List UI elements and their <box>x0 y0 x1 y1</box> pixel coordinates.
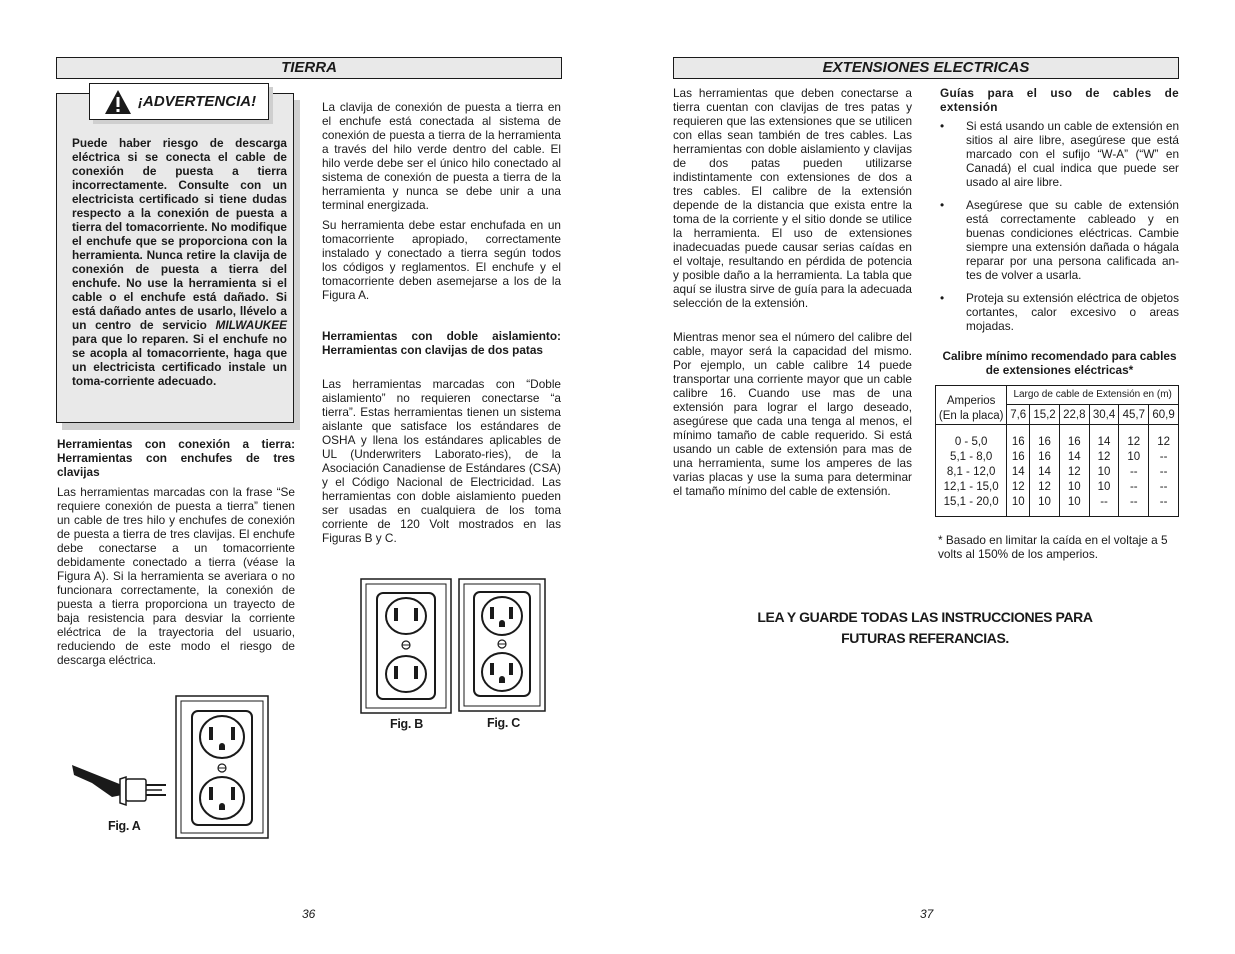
page-number-left: 36 <box>302 907 316 921</box>
table-footnote: * Basado en limitar la caída en el voltaje a 5 volts al 150% de los amperios. <box>938 533 1168 561</box>
warning-title: ¡ADVERTENCIA! <box>138 93 257 110</box>
double-insulation-heading: Herramientas con doble aislamiento: Herramientas con clavijas de dos patas <box>322 329 561 357</box>
gauge-cell: 12 <box>1127 436 1141 448</box>
length-header: 15,2 <box>1030 405 1060 425</box>
gauge-cell: 12 <box>1038 481 1051 493</box>
gauge-cell: 14 <box>1038 466 1051 478</box>
amps-cell: 15,1 - 20,0 <box>943 496 999 508</box>
gauge-cell: 10 <box>1067 481 1081 493</box>
amps-cell: 8,1 - 12,0 <box>946 466 996 478</box>
gauge-table <box>935 385 1179 517</box>
fig-b-two-prong-outlet-illustration <box>360 578 452 714</box>
extension-guide-heading: Guías para el uso de cables de extensión <box>940 86 1179 114</box>
gauge-column-22-8 <box>1059 425 1089 517</box>
gauge-table-body-row <box>936 425 1179 517</box>
extensiones-header: EXTENSIONES ELECTRICAS <box>673 57 1179 79</box>
gauge-column-7-6 <box>1007 425 1030 517</box>
gauge-column-30-4 <box>1089 425 1119 517</box>
gauge-cell: 16 <box>1038 451 1051 463</box>
gauge-cell: 12 <box>1011 481 1025 493</box>
fig-c-label: Fig. C <box>487 716 520 730</box>
fig-a-label: Fig. A <box>108 819 141 833</box>
gauge-cell: -- <box>1129 466 1138 478</box>
tierra-header: TIERRA <box>56 57 562 79</box>
length-header: 7,6 <box>1007 405 1030 425</box>
grounding-pin-text: La clavija de conexión de puesta a tierra en el enchufe está conectada al sistema de conexión de puesta a tierra de la herramienta a través del hilo verde dentro del cable. El hilo verde debe ser el único hilo conectado al sistema de conexión de puesta a tierra de la herramienta y nunca se debe unir a una terminal energizada. <box>322 100 561 212</box>
length-header-cell: Largo de cable de Extensión en (m) <box>1007 386 1179 405</box>
extension-intro-text: Las herramientas que deben conectarse a tierra cuentan con clavijas de tres patas y requieren que las extensiones que se utilicen con ellas sean también de tres cables. Las herramientas con doble aislamiento y clavijas de dos patas pueden utilizarse indistintamente con extensiones de dos a tres cables. El calibre de la extensión depende de la distancia que exista entre la toma de la corriente y el sitio donde se utilice la herramienta. El uso de extensiones inadecuadas puede causar serias caídas en el voltaje, resultando en pérdida de potencia y posible daño a la herramienta. La tabla que aquí se ilustra sirve de guía para la adecuada selección de la extensión. <box>673 86 912 310</box>
gauge-table-caption: Calibre mínimo recomendado para cables de extensiones eléctricas* <box>942 349 1177 377</box>
gauge-cell: -- <box>1129 496 1138 508</box>
page-number-right: 37 <box>920 907 934 921</box>
gauge-cell: 16 <box>1067 436 1081 448</box>
length-header: 22,8 <box>1059 405 1089 425</box>
double-insulation-text: Las herramientas marcadas con “Doble aislamiento” no requieren conectarse “a tierra”. Estas herramientas tienen un sistema aislante que satisface los estándares de OSHA y llena los estándares aplicables de UL (Underwriters Laborato-ries), de la Asociación Canadiense de Estándares (CSA) y el Código Nacional de Electricidad. Las herramientas con doble aislamiento pueden ser usadas en cualquiera de los toma corriente de 120 Volt mostrados en las Figuras B y C. <box>322 377 561 545</box>
gauge-cell: -- <box>1159 481 1168 493</box>
length-header: 30,4 <box>1089 405 1119 425</box>
gauge-cell: -- <box>1159 466 1168 478</box>
fig-a-grounded-outlet-plug-illustration <box>70 693 270 843</box>
gauge-cell: -- <box>1159 496 1168 508</box>
gauge-cell: 16 <box>1038 436 1051 448</box>
gauge-cell: -- <box>1159 451 1168 463</box>
gauge-cell: 16 <box>1011 436 1025 448</box>
read-and-save-line-1: LEA Y GUARDE TODAS LAS INSTRUCCIONES PARA <box>757 609 1093 625</box>
gauge-cell: 10 <box>1067 496 1081 508</box>
gauge-column-60-9 <box>1149 425 1179 517</box>
guide-bullet-3: • Proteja su extensión eléctrica de objetos cortantes, calor excesivo o areas mojadas. <box>938 291 1179 333</box>
amps-header-line-1: Amperios <box>946 395 996 407</box>
gauge-column-45-7 <box>1119 425 1149 517</box>
gauge-cell: -- <box>1129 481 1138 493</box>
warning-text-part2: para que lo reparen. Si el enchufe no se acopla al tomacorriente, haga que un electricista certificado instale un toma-corriente adecuado. <box>72 332 287 388</box>
guide-bullet-2: • Asegúrese que su cable de extensión está correctamente cableado y en buenas condiciones eléctricas. Cambie siempre una extensión dañada o hágala reparar por una persona calificada an-tes de volver a usarla. <box>938 198 1179 282</box>
warning-text-part1: Puede haber riesgo de descarga eléctrica si se conecta el cable de conexión de puesta a tierra incorrectamente. Consulte con un electricista certificado si tiene dudas respecto a la conexión de puesta a tierra del tomacorriente. No modifique el enchufe que se proporciona con la herramienta. Nunca retire la clavija de conexión de puesta a tierra del enchufe. No use la herramienta si el cable o el enchufe está dañado. Si está dañado antes de usarlo, llévelo a un centro de servicio <box>72 136 287 332</box>
warning-title-box <box>89 83 269 120</box>
gauge-cell: 10 <box>1097 466 1111 478</box>
warning-triangle-icon <box>104 89 132 115</box>
amps-column <box>936 425 1007 517</box>
gauge-cell: 12 <box>1157 436 1170 448</box>
gauge-cell: -- <box>1100 496 1108 508</box>
gauge-cell: 12 <box>1067 466 1081 478</box>
fig-c-three-prong-outlet-illustration <box>458 578 546 712</box>
gauge-cell: 10 <box>1097 481 1111 493</box>
amps-header-line-2: (En la placa) <box>938 410 1004 422</box>
gauge-cell: 10 <box>1011 496 1025 508</box>
read-and-save-notice <box>665 607 1185 649</box>
gauge-cell: 12 <box>1097 451 1111 463</box>
length-header: 45,7 <box>1119 405 1149 425</box>
extension-guide-list <box>938 119 1179 342</box>
gauge-explanation-text: Mientras menor sea el número del calibre del cable, mayor será la capacidad del mismo. Por ejemplo, un cable calibre 14 puede transportar una corriente mayor que un cable calibre 16. Cuando use mas de una extensión para lograr el largo deseado, asegúrese que cada una tenga al menos, el mínimo tamaño de cable requerido. Si está usando un cable de extensión para mas de una herramienta, sume los amperes de las varias placas y use la suma para determinar el tamaño mínimo del cable de extensión. <box>673 330 912 498</box>
grounded-text: Las herramientas marcadas con la frase “Se requiere conexión de puesta a tierra” tienen un cable de tres hilo y enchufes de conexión de puesta a tierra de tres clavijas. El enchufe debe conectarse a un tomacorriente debidamente conectado a tierra (véase la Figura A). Si la herramienta se averiara o no funcionara correctamente, la conexión de puesta a tierra proporciona un trayecto de baja resistencia para desviar la corriente eléctrica de la trayectoria del usuario, reduciendo de este modo el riesgo de descarga eléctrica. <box>57 485 295 667</box>
guide-bullet-1: • Si está usando un cable de extensión en sitios al aire libre, asegúrese que está marcado con el sufijo “W-A” (“W” en Canadá) el cual indica que puede ser usado al aire libre. <box>938 119 1179 189</box>
amps-header-cell <box>936 386 1007 425</box>
brand-name: MILWAUKEE <box>215 318 287 332</box>
fig-b-label: Fig. B <box>390 717 423 731</box>
amps-cell: 5,1 - 8,0 <box>950 451 993 463</box>
length-header: 60,9 <box>1149 405 1179 425</box>
amps-cell: 0 - 5,0 <box>954 436 988 448</box>
gauge-cell: 14 <box>1067 451 1081 463</box>
amps-cell: 12,1 - 15,0 <box>943 481 999 493</box>
gauge-column-15-2 <box>1030 425 1060 517</box>
gauge-cell: 14 <box>1011 466 1025 478</box>
warning-text <box>72 136 287 388</box>
grounded-heading: Herramientas con conexión a tierra: Herramientas con enchufes de tres clavijas <box>57 437 295 479</box>
outlet-text: Su herramienta debe estar enchufada en un tomacorriente apropiado, correctamente instalado y conectado a tierra según todos los códigos y reglamentos. El enchufe y el tomacorriente deben asemejarse a los de la Figura A. <box>322 218 561 302</box>
gauge-cell: 14 <box>1097 436 1111 448</box>
gauge-table-header-row-1 <box>936 386 1179 405</box>
read-and-save-line-2: FUTURAS REFERANCIAS. <box>841 630 1009 646</box>
gauge-cell: 10 <box>1038 496 1051 508</box>
gauge-cell: 10 <box>1127 451 1141 463</box>
gauge-cell: 16 <box>1011 451 1025 463</box>
